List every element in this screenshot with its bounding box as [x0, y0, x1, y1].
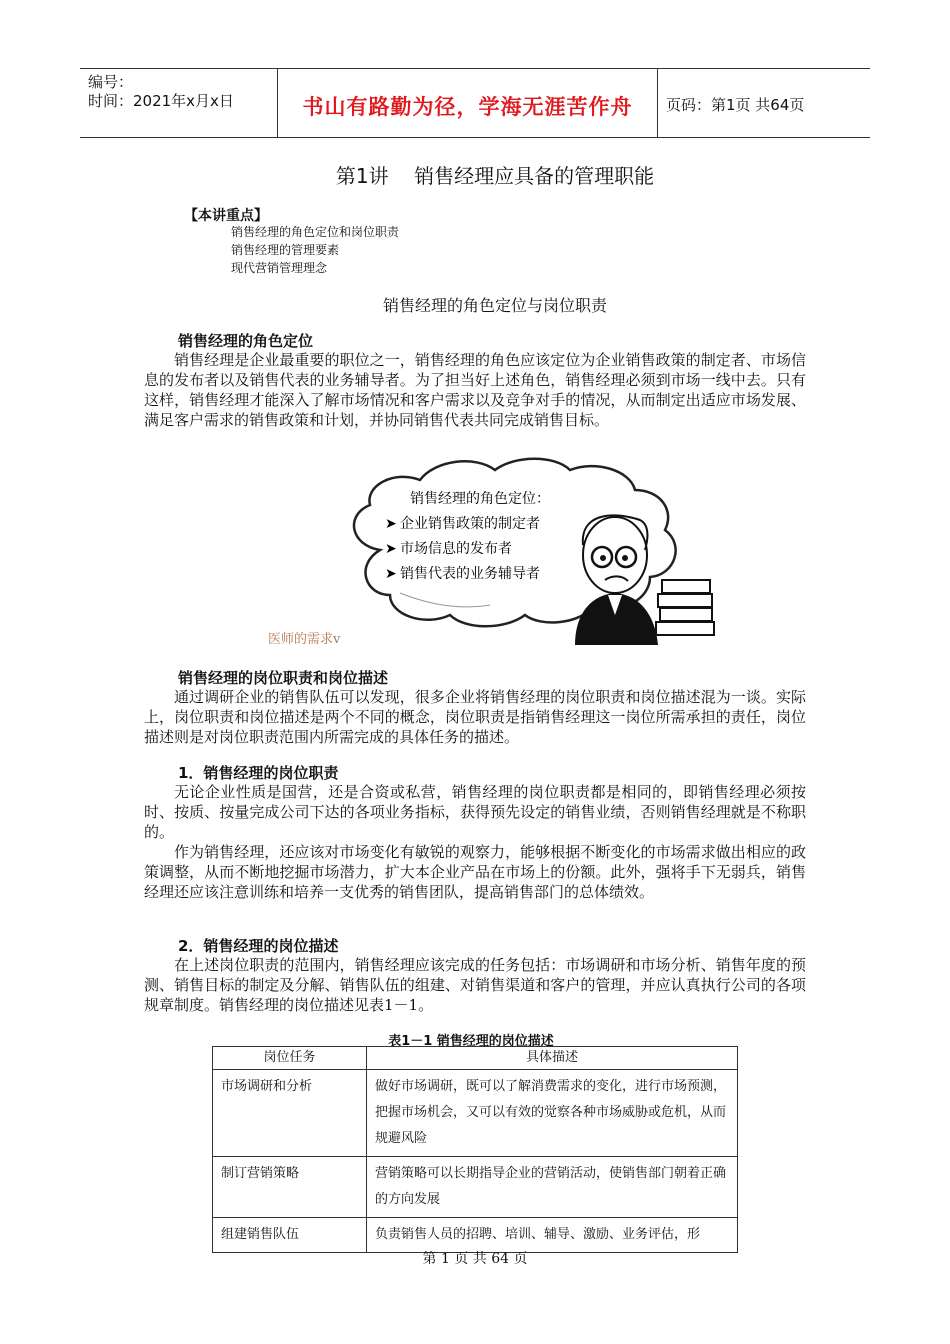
table-cell: 负责销售人员的招聘、培训、辅导、激励、业务评估，形	[367, 1218, 738, 1253]
illustration-caption: 医师的需求v	[268, 632, 341, 647]
key-point-item: 销售经理的管理要素	[231, 243, 340, 257]
duties-heading: 销售经理的岗位职责和岗位描述	[178, 669, 389, 687]
sub2-heading: 2．销售经理的岗位描述	[178, 937, 339, 955]
table-caption: 表1－1 销售经理的岗位描述	[388, 1034, 554, 1049]
sub1-paragraph: 作为销售经理，还应该对市场变化有敏锐的观察力，能够根据不断变化的市场需求做出相应的政策调整，从而不断地挖掘市场潜力，扩大本企业产品在市场上的份额。此外，强将手下无弱兵，销售经理还应该注意训练和培养一支优秀的销售团队，提高销售部门的总体绩效。	[144, 843, 806, 901]
table-header-cell: 岗位任务	[213, 1047, 367, 1070]
sub1-paragraph: 无论企业性质是国营，还是合资或私营，销售经理的岗位职责都是相同的，即销售经理必须按时、按质、按量完成公司下达的各项业务指标，获得预先设定的销售业绩，否则销售经理就是不称职的。	[144, 783, 806, 841]
header-motto: 书山有路勤为径，学海无涯苦作舟	[302, 95, 633, 119]
table-row	[213, 1070, 738, 1157]
sub2-paragraph: 在上述岗位职责的范围内，销售经理应该完成的任务包括：市场调研和市场分析、销售年度的预测、销售目标的制定及分解、销售队伍的组建、对销售渠道和客户的管理，并应认真执行公司的各项规章制度。销售经理的岗位描述见表1－1。	[144, 956, 806, 1014]
header-divider	[657, 69, 658, 137]
header-meta	[88, 73, 234, 111]
page-header	[80, 68, 870, 138]
cloud-item: 企业销售政策的制定者	[400, 516, 540, 532]
lecture-title: 第1讲 销售经理应具备的管理职能	[335, 164, 655, 188]
section-title: 销售经理的角色定位与岗位职责	[382, 296, 607, 315]
key-points-heading: 【本讲重点】	[184, 208, 268, 224]
key-point-item: 销售经理的角色定位和岗位职责	[231, 225, 400, 239]
books-icon	[656, 580, 714, 635]
page-footer: 第 1 页 共 64 页	[422, 1251, 528, 1267]
header-page-number: 页码：第1页 共64页	[666, 96, 805, 114]
key-point-item: 现代营销管理理念	[231, 261, 328, 275]
cloud-arrow-icon: ➤	[385, 541, 397, 557]
table-cell: 制订营销策略	[213, 1157, 367, 1218]
table-row	[213, 1157, 738, 1218]
table-cell: 做好市场调研，既可以了解消费需求的变化，进行市场预测，把握市场机会，又可以有效的觉察各种市场威胁或危机，从而规避风险	[367, 1070, 738, 1157]
role-paragraph: 销售经理是企业最重要的职位之一，销售经理的角色应该定位为企业销售政策的制定者、市场信息的发布者以及销售代表的业务辅导者。为了担当好上述角色，销售经理必须到市场一线中去。只有这样，销售经理才能深入了解市场情况和客户需求以及竞争对手的情况，从而制定出适应市场发展、满足客户需求的销售政策和计划，并协同销售代表共同完成销售目标。	[144, 351, 806, 429]
table-header-row	[213, 1047, 738, 1070]
cloud-title: 销售经理的角色定位：	[410, 491, 550, 507]
table-header-cell: 具体描述	[367, 1047, 738, 1070]
role-heading: 销售经理的角色定位	[178, 332, 314, 350]
cloud-arrow-icon: ➤	[385, 566, 397, 582]
header-number: 编号：	[88, 73, 134, 91]
sub1-heading: 1．销售经理的岗位职责	[178, 764, 339, 782]
duties-table	[212, 1046, 738, 1253]
cloud-arrow-icon: ➤	[385, 516, 397, 532]
table-cell: 组建销售队伍	[213, 1218, 367, 1253]
header-time: 时间：2021年x月x日	[88, 92, 234, 110]
cloud-item: 销售代表的业务辅导者	[400, 566, 540, 582]
table-cell: 市场调研和分析	[213, 1070, 367, 1157]
table-cell: 营销策略可以长期指导企业的营销活动，使销售部门朝着正确的方向发展	[367, 1157, 738, 1218]
cloud-item: 市场信息的发布者	[400, 541, 512, 557]
role-illustration	[340, 455, 720, 645]
duties-paragraph: 通过调研企业的销售队伍可以发现，很多企业将销售经理的岗位职责和岗位描述混为一谈。实际上，岗位职责和岗位描述是两个不同的概念，岗位职责是指销售经理这一岗位所需承担的责任，岗位描述则是对岗位职责范围内所需完成的具体任务的描述。	[144, 688, 806, 746]
